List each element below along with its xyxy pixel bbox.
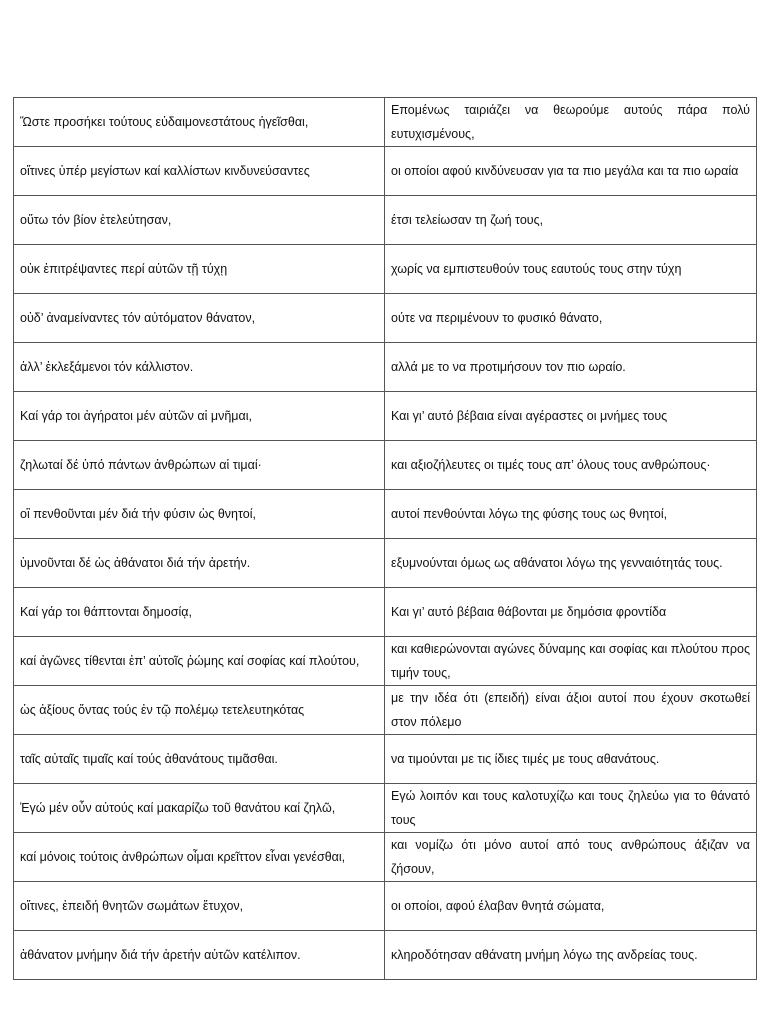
table-row: [14, 98, 757, 147]
ancient-greek-cell: οἵτινες, ἐπειδή θνητῶν σωμάτων ἔτυχον,: [14, 882, 385, 931]
table-row: [14, 245, 757, 294]
table-row: [14, 441, 757, 490]
ancient-greek-cell: οὐδ’ ἀναμείναντες τόν αὐτόματον θάνατον,: [14, 294, 385, 343]
ancient-greek-cell: ταῖς αὐταῖς τιμαῖς καί τούς ἀθανάτους τιμᾶσθαι.: [14, 735, 385, 784]
modern-greek-cell: Εγώ λοιπόν και τους καλοτυχίζω και τους ζηλεύω για το θάνατό τους: [385, 784, 757, 833]
modern-greek-cell: και αξιοζήλευτες οι τιμές τους απ’ όλους τους ανθρώπους·: [385, 441, 757, 490]
table-row: [14, 539, 757, 588]
ancient-greek-cell: Καί γάρ τοι ἀγήρατοι μέν αὐτῶν αἱ μνῆμαι,: [14, 392, 385, 441]
modern-greek-cell: οι οποίοι αφού κινδύνευσαν για τα πιο μεγάλα και τα πιο ωραία: [385, 147, 757, 196]
modern-greek-cell: να τιμούνται με τις ίδιες τιμές με τους αθανάτους.: [385, 735, 757, 784]
modern-greek-cell: έτσι τελείωσαν τη ζωή τους,: [385, 196, 757, 245]
modern-greek-cell: αλλά με το να προτιμήσουν τον πιο ωραίο.: [385, 343, 757, 392]
ancient-greek-cell: ὑμνοῦνται δέ ὡς ἀθάνατοι διά τήν ἀρετήν.: [14, 539, 385, 588]
modern-greek-cell: αυτοί πενθούνται λόγω της φύσης τους ως θνητοί,: [385, 490, 757, 539]
ancient-greek-cell: Ὥστε προσήκει τούτους εὐδαιμονεστάτους ἡγεῖσθαι,: [14, 98, 385, 147]
table-row: [14, 637, 757, 686]
ancient-greek-cell: καί μόνοις τούτοις ἀνθρώπων οἶμαι κρεῖττον εἶναι γενέσθαι,: [14, 833, 385, 882]
ancient-greek-cell: οὕτω τόν βίον ἐτελεύτησαν,: [14, 196, 385, 245]
table-row: [14, 882, 757, 931]
modern-greek-cell: με την ιδέα ότι (επειδή) είναι άξιοι αυτοί που έχουν σκοτωθεί στον πόλεμο: [385, 686, 757, 735]
table-row: [14, 686, 757, 735]
ancient-greek-cell: οἵτινες ὑπέρ μεγίστων καί καλλίστων κινδυνεύσαντες: [14, 147, 385, 196]
modern-greek-cell: χωρίς να εμπιστευθούν τους εαυτούς τους στην τύχη: [385, 245, 757, 294]
modern-greek-cell: εξυμνούνται όμως ως αθάνατοι λόγω της γενναιότητάς τους.: [385, 539, 757, 588]
modern-greek-cell: ούτε να περιμένουν το φυσικό θάνατο,: [385, 294, 757, 343]
modern-greek-cell: Και γι’ αυτό βέβαια είναι αγέραστες οι μνήμες τους: [385, 392, 757, 441]
table-row: [14, 196, 757, 245]
table-row: [14, 147, 757, 196]
modern-greek-cell: και καθιερώνονται αγώνες δύναμης και σοφίας και πλούτου προς τιμήν τους,: [385, 637, 757, 686]
ancient-greek-cell: ἀλλ’ ἐκλεξάμενοι τόν κάλλιστον.: [14, 343, 385, 392]
table-row: [14, 833, 757, 882]
modern-greek-cell: κληροδότησαν αθάνατη μνήμη λόγω της ανδρείας τους.: [385, 931, 757, 980]
table-row: [14, 343, 757, 392]
modern-greek-cell: οι οποίοι, αφού έλαβαν θνητά σώματα,: [385, 882, 757, 931]
modern-greek-cell: Και γι’ αυτό βέβαια θάβονται με δημόσια φροντίδα: [385, 588, 757, 637]
table-row: [14, 931, 757, 980]
table-row: [14, 784, 757, 833]
ancient-greek-cell: οἳ πενθοῦνται μέν διά τήν φύσιν ὡς θνητοί,: [14, 490, 385, 539]
ancient-greek-cell: καί ἀγῶνες τίθενται ἐπ’ αὐτοῖς ῥώμης καί σοφίας καί πλούτου,: [14, 637, 385, 686]
modern-greek-cell: Επομένως ταιριάζει να θεωρούμε αυτούς πάρα πολύ ευτυχισμένους,: [385, 98, 757, 147]
table-row: [14, 735, 757, 784]
table-row: [14, 588, 757, 637]
translation-table-body: [14, 98, 757, 980]
table-row: [14, 294, 757, 343]
ancient-greek-cell: ζηλωταί δέ ὑπό πάντων ἀνθρώπων αἱ τιμαί·: [14, 441, 385, 490]
table-row: [14, 490, 757, 539]
ancient-greek-cell: ὡς ἀξίους ὄντας τούς ἐν τῷ πολέμῳ τετελευτηκότας: [14, 686, 385, 735]
ancient-greek-cell: Καί γάρ τοι θάπτονται δημοσίᾳ,: [14, 588, 385, 637]
modern-greek-cell: και νομίζω ότι μόνο αυτοί από τους ανθρώπους άξιζαν να ζήσουν,: [385, 833, 757, 882]
translation-table: [13, 97, 757, 980]
ancient-greek-cell: Ἐγώ μέν οὖν αὐτούς καί μακαρίζω τοῦ θανάτου καί ζηλῶ,: [14, 784, 385, 833]
table-row: [14, 392, 757, 441]
ancient-greek-cell: οὐκ ἐπιτρέψαντες περί αὑτῶν τῇ τύχῃ: [14, 245, 385, 294]
ancient-greek-cell: ἀθάνατον μνήμην διά τήν ἀρετήν αὑτῶν κατέλιπον.: [14, 931, 385, 980]
